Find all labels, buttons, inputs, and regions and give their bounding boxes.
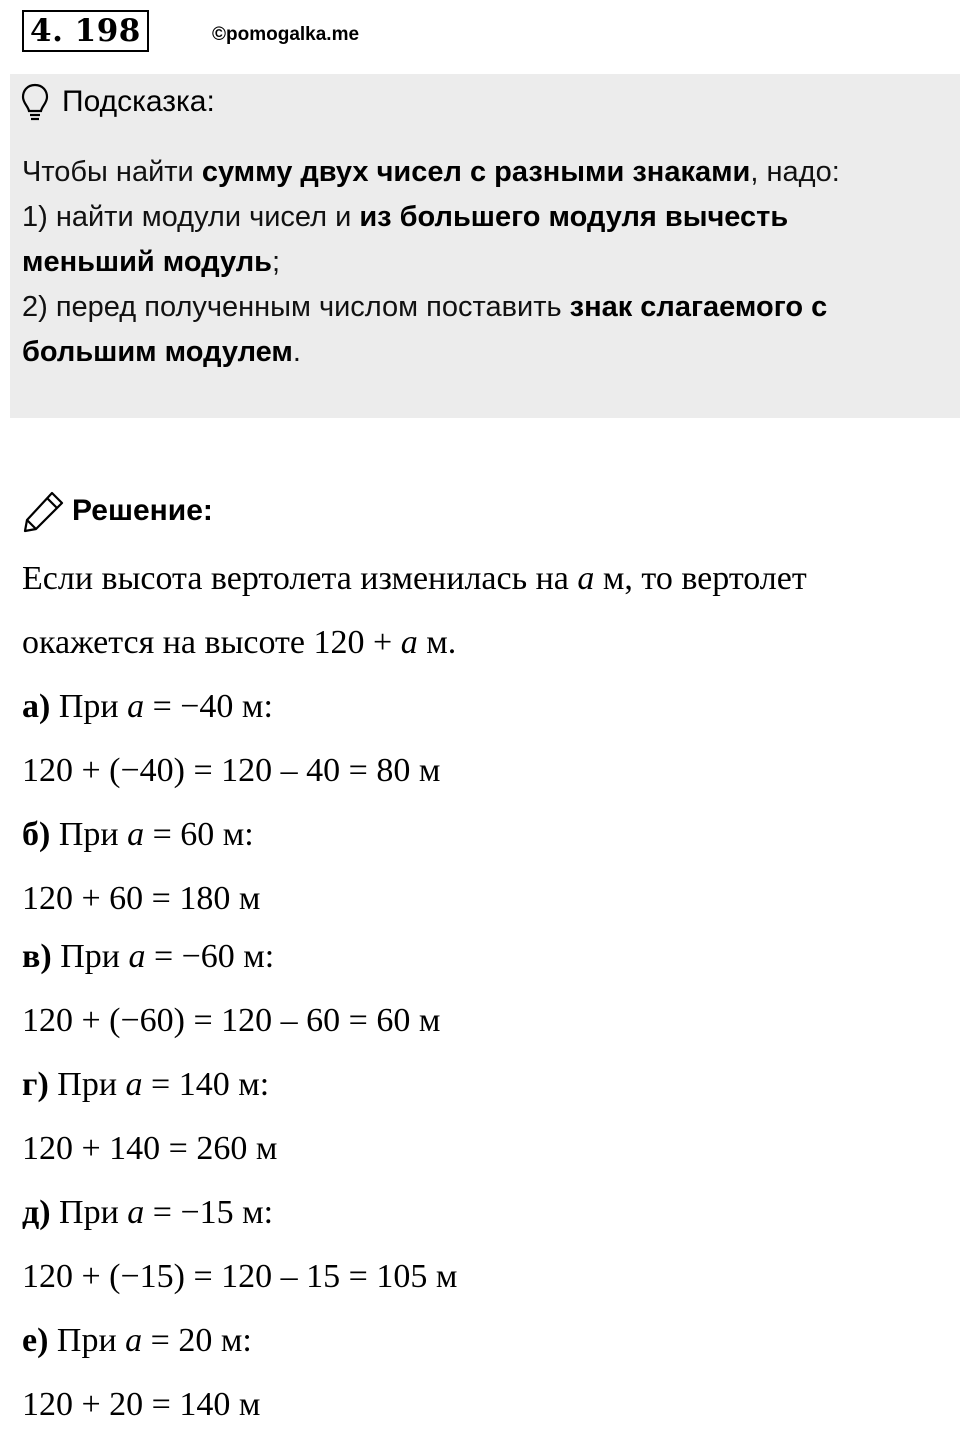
case-calculation: 120 + 20 = 140 м xyxy=(22,1386,261,1423)
text: При xyxy=(51,938,129,975)
hint-text-part: 1) найти модули чисел и xyxy=(22,201,360,233)
hint-bold-part: знак слагаемого с xyxy=(569,291,828,323)
case-calculation: 120 + 60 = 180 м xyxy=(22,880,261,917)
text: = −40 м: xyxy=(144,688,273,725)
case-calculation: 120 + (−40) = 120 – 40 = 80 м xyxy=(22,752,441,789)
text: м, то вертолет xyxy=(594,560,807,597)
hint-text-part: , надо: xyxy=(750,156,840,188)
variable: a xyxy=(125,1066,143,1103)
hint-line xyxy=(22,195,947,240)
text: При xyxy=(48,1066,126,1103)
case-condition xyxy=(22,938,274,976)
hint-bold-part: сумму двух чисел с разными знаками xyxy=(201,156,751,188)
variable: a xyxy=(127,688,145,725)
case-condition xyxy=(22,688,273,726)
hint-line xyxy=(22,330,947,375)
solution-intro-line xyxy=(22,624,456,662)
hint-bold-part: большим модулем xyxy=(22,336,293,368)
variable: a xyxy=(577,560,595,597)
case-calculation: 120 + 140 = 260 м xyxy=(22,1130,278,1167)
hint-line xyxy=(22,150,947,195)
variable: a xyxy=(400,624,418,661)
text: = 140 м: xyxy=(142,1066,270,1103)
solution-title-label: Решение: xyxy=(72,494,213,527)
hint-line xyxy=(22,240,947,285)
text: = 60 м: xyxy=(144,816,254,853)
solution-intro-line xyxy=(22,560,807,598)
text: При xyxy=(50,816,128,853)
text: м. xyxy=(417,624,457,661)
variable: a xyxy=(128,938,146,975)
hint-text-part: . xyxy=(292,336,301,368)
hint-title-label: Подсказка: xyxy=(62,85,215,118)
case-calculation: 120 + (−15) = 120 – 15 = 105 м xyxy=(22,1258,458,1295)
hint-line xyxy=(22,285,947,330)
case-condition xyxy=(22,1066,269,1104)
text: = −60 м: xyxy=(145,938,275,975)
case-label: д) xyxy=(22,1194,51,1231)
case-condition xyxy=(22,1322,252,1360)
hint-text-part: ; xyxy=(271,246,281,278)
case-label: б) xyxy=(22,816,51,853)
lightbulb-icon xyxy=(20,82,50,122)
case-calculation: 120 + (−60) = 120 – 60 = 60 м xyxy=(22,1002,441,1039)
solution-title xyxy=(22,488,213,534)
case-condition xyxy=(22,816,254,854)
case-label: г) xyxy=(22,1066,49,1103)
case-label: в) xyxy=(22,938,52,975)
text: При xyxy=(48,1322,126,1359)
hint-title xyxy=(20,80,215,124)
hint-text xyxy=(22,150,947,375)
case-condition xyxy=(22,1194,273,1232)
variable: a xyxy=(127,816,145,853)
text: = −15 м: xyxy=(144,1194,274,1231)
text: Если высота вертолета изменилась на xyxy=(22,560,578,597)
text: окажется на высоте 120 + xyxy=(22,624,401,661)
hint-bold-part: меньший модуль xyxy=(22,246,272,278)
text: При xyxy=(50,688,128,725)
case-label: е) xyxy=(22,1322,49,1359)
hint-text-part: Чтобы найти xyxy=(22,156,202,188)
pencil-icon xyxy=(22,489,66,533)
watermark: ©pomogalka.me xyxy=(212,24,360,45)
text: При xyxy=(50,1194,128,1231)
hint-text-part: 2) перед полученным числом поставить xyxy=(22,291,570,323)
task-number: 4. 198 xyxy=(22,10,149,52)
variable: a xyxy=(125,1322,143,1359)
variable: a xyxy=(127,1194,145,1231)
text: = 20 м: xyxy=(142,1322,252,1359)
case-label: а) xyxy=(22,688,51,725)
hint-bold-part: из большего модуля вычесть xyxy=(359,201,789,233)
